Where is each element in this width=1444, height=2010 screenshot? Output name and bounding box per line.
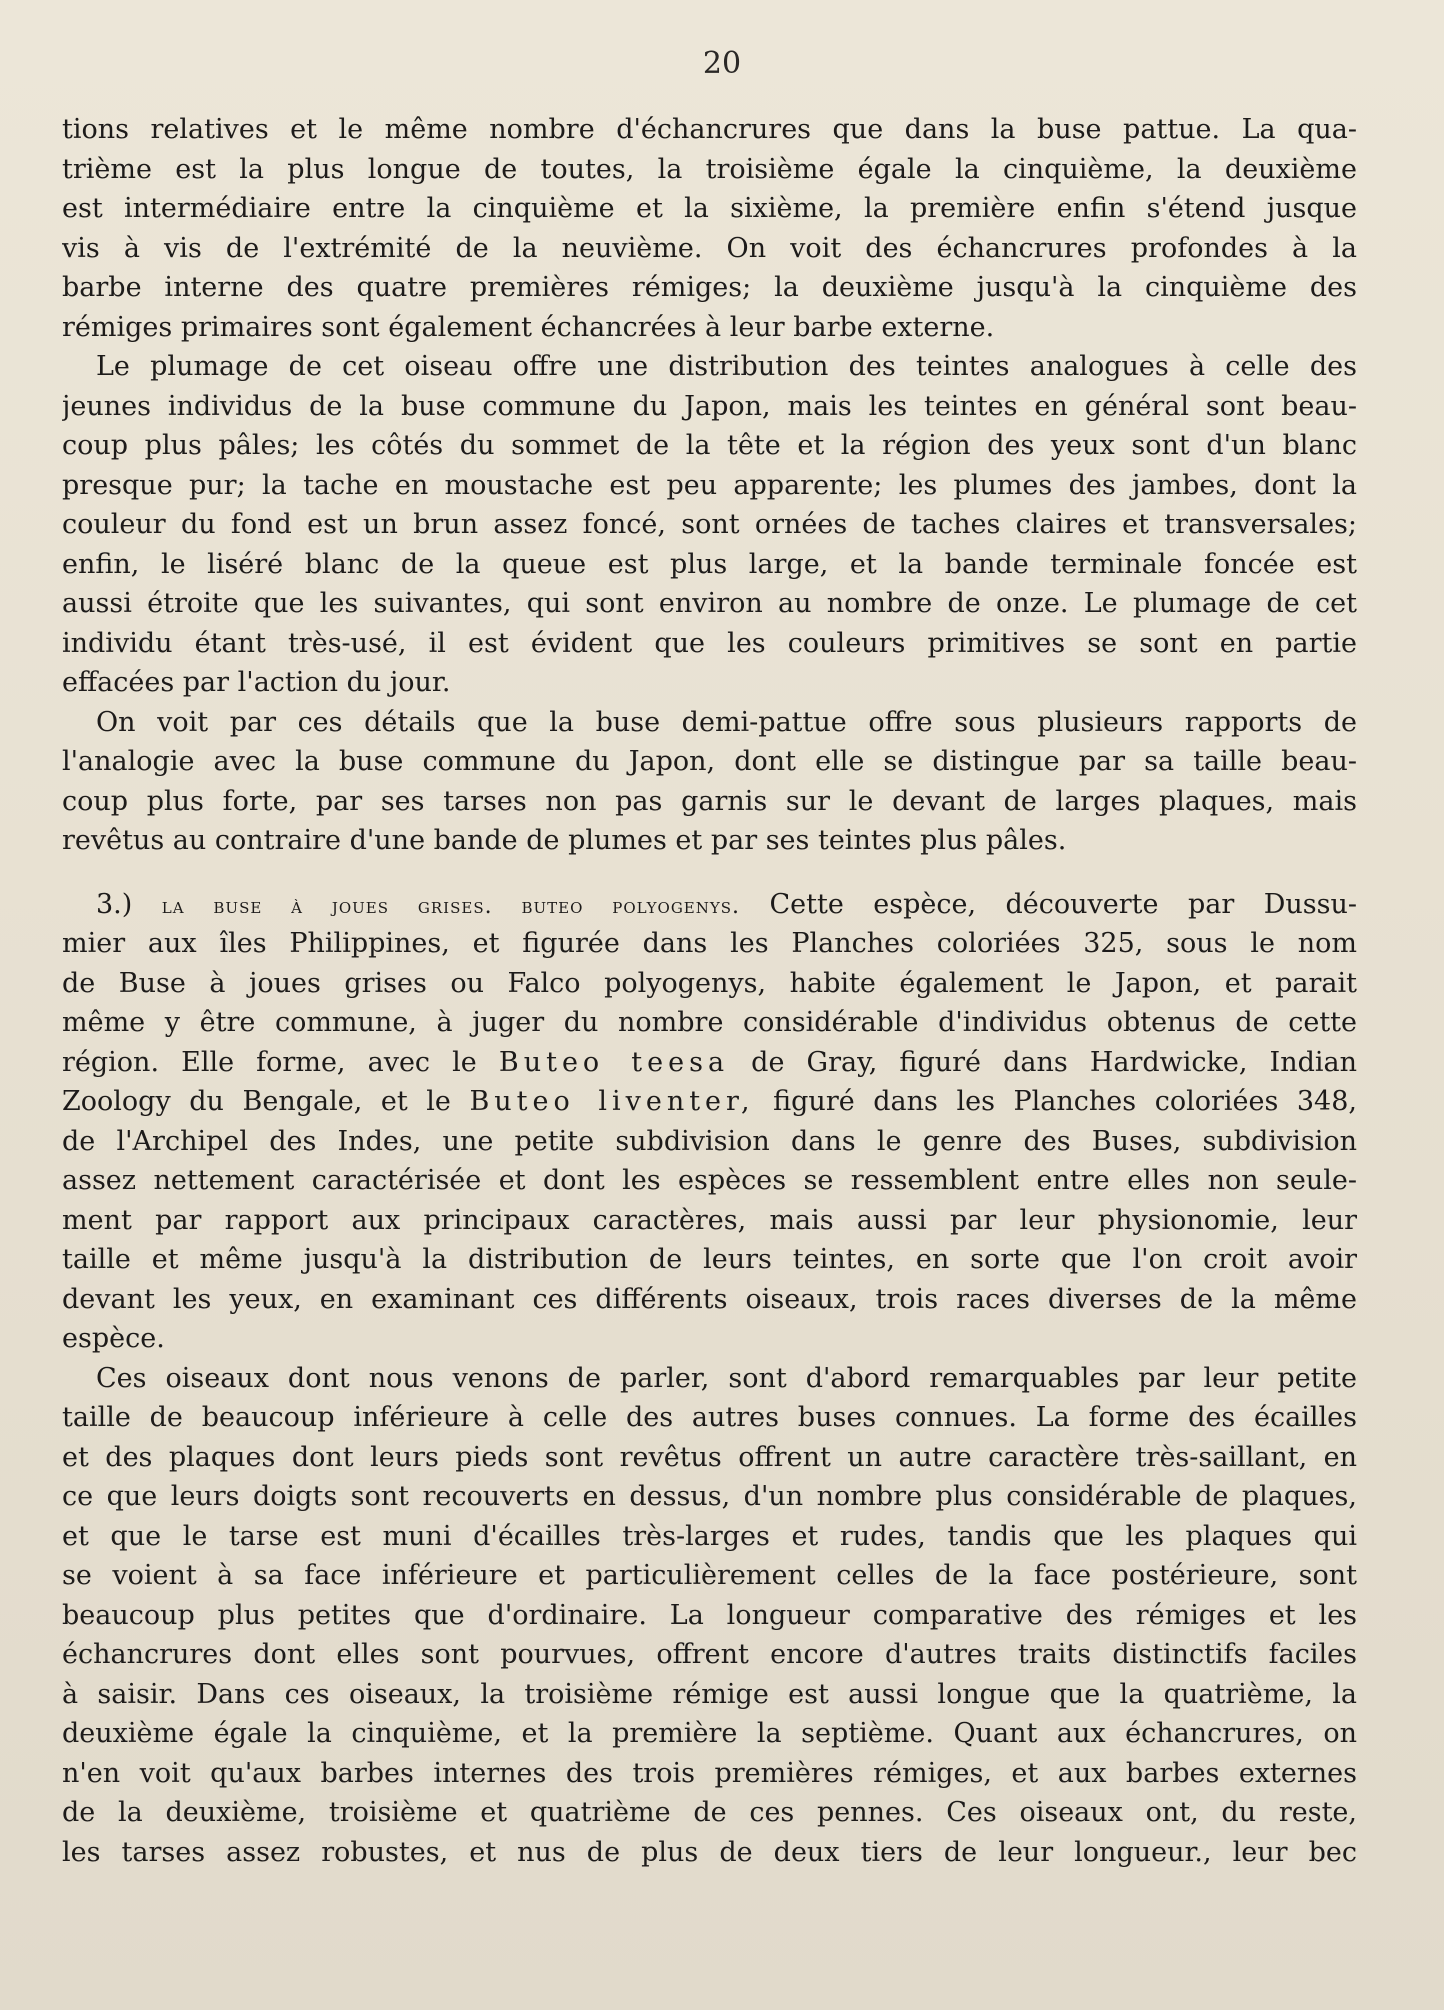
text-segment: Zoology du Bengale, et le <box>62 1086 451 1117</box>
text-line: et des plaques dont leurs pieds sont revêtus offrent un autre caractère très-saillant, en <box>62 1441 1357 1473</box>
body-text <box>62 110 1357 1872</box>
text-line: coup plus pâles; les côtés du sommet de la tête et la région des yeux sont d'un blanc <box>62 430 1357 461</box>
text-line: ce que leurs doigts sont recouverts en dessus, d'un nombre plus considérable de plaques, <box>62 1481 1357 1512</box>
text-line: individu étant très-usé, il est évident que les couleurs primitives se sont en partie <box>62 627 1357 659</box>
text-line: est intermédiaire entre la cinquième et la sixième, la première enfin s'étend jusque <box>62 193 1357 224</box>
paragraph-3 <box>62 703 1357 861</box>
text-segment: région. Elle forme, avec le <box>62 1046 477 1078</box>
text-line: rémiges primaires sont également échancrées à leur barbe externe. <box>62 311 995 343</box>
text-line: de l'Archipel des Indes, une petite subdivision dans le genre des Buses, subdivision <box>62 1125 1357 1157</box>
species-heading: la buse à joues grises. buteo polyogenys. <box>161 893 741 919</box>
text-line: devant les yeux, en examinant ces différents oiseaux, trois races diverses de la même <box>62 1283 1357 1315</box>
text-line: tions relatives et le même nombre d'échancrures que dans la buse pattue. La qua- <box>62 114 1357 145</box>
text-line: et que le tarse est muni d'écailles très-larges et rudes, tandis que les plaques qui <box>62 1520 1357 1552</box>
page-number: 20 <box>702 46 742 81</box>
text-line: On voit par ces détails que la buse demi-pattue offre sous plusieurs rapports de <box>96 706 1357 738</box>
text-line: de la deuxième, troisième et quatrième de ces pennes. Ces oiseaux ont, du reste, <box>62 1797 1357 1828</box>
text-line: beaucoup plus petites que d'ordinaire. La longueur comparative des rémiges et les <box>62 1599 1357 1631</box>
text-line: revêtus au contraire d'une bande de plumes et par ses teintes plus pâles. <box>62 825 1067 856</box>
text-line: barbe interne des quatre premières rémiges; la deuxième jusqu'à la cinquième des <box>62 272 1357 303</box>
text-line: vis à vis de l'extrémité de la neuvième. On voit des échancrures profondes à la <box>62 232 1357 264</box>
text-line: Le plumage de cet oiseau offre une distribution des teintes analogues à celle des <box>96 351 1357 382</box>
text-line: Ces oiseaux dont nous venons de parler, sont d'abord remarquables par leur petite <box>96 1362 1357 1394</box>
heading-continuation: Cette espèce, découverte par Dussu- <box>769 888 1357 920</box>
section-buse-joues-grises <box>62 885 1357 1359</box>
species-name-teesa: Buteo teesa <box>498 1046 730 1078</box>
text-line: n'en voit qu'aux barbes internes des trois premières rémiges, et aux barbes externes <box>62 1757 1357 1789</box>
text-line: espèce. <box>62 1323 165 1354</box>
section-gap <box>62 861 1357 885</box>
text-line <box>62 1082 1357 1122</box>
text-line: échancrures dont elles sont pourvues, offrent encore d'autres traits distinctifs faciles <box>62 1639 1357 1670</box>
text-line: les tarses assez robustes, et nus de plus de deux tiers de leur longueur., leur bec <box>62 1836 1357 1868</box>
text-line: jeunes individus de la buse commune du Japon, mais les teintes en général sont beau- <box>62 390 1357 422</box>
paragraph-5 <box>62 1359 1357 1873</box>
text-line: assez nettement caractérisée et dont les espèces se ressemblent entre elles non seule- <box>62 1165 1357 1196</box>
section-heading-line <box>62 885 1357 925</box>
text-line: couleur du fond est un brun assez foncé, sont ornées de taches claires et transversales; <box>62 509 1357 540</box>
text-line: enfin, le liséré blanc de la queue est plus large, et la bande terminale foncée est <box>62 548 1357 580</box>
text-line: presque pur; la tache en moustache est peu apparente; les plumes des jambes, dont la <box>62 469 1357 501</box>
text-line: l'analogie avec la buse commune du Japon, dont elle se distingue par sa taille beau- <box>62 746 1357 777</box>
text-line: taille et même jusqu'à la distribution de leurs teintes, en sorte que l'on croit avoir <box>62 1244 1357 1275</box>
text-line: effacées par l'action du jour. <box>62 667 451 698</box>
text-line: même y être commune, à juger du nombre considérable d'individus obtenus de cette <box>62 1007 1357 1038</box>
text-line: à saisir. Dans ces oiseaux, la troisième rémige est aussi longue que la quatrième, la <box>62 1678 1357 1710</box>
text-line: se voient à sa face inférieure et particulièrement celles de la face postérieure, sont <box>62 1560 1357 1591</box>
paragraph-1 <box>62 110 1357 347</box>
text-segment: figuré dans les Planches coloriées 348, <box>773 1086 1357 1117</box>
text-segment: de Gray, figuré dans Hardwicke, Indian <box>751 1046 1357 1078</box>
text-line: coup plus forte, par ses tarses non pas garnis sur le devant de larges plaques, mais <box>62 785 1357 817</box>
text-line: taille de beaucoup inférieure à celle des autres buses connues. La forme des écailles <box>62 1402 1357 1433</box>
text-line: mier aux îles Philippines, et figurée dans les Planches coloriées 325, sous le nom <box>62 928 1357 959</box>
species-name-liventer: Buteo liventer, <box>469 1086 755 1117</box>
text-line: trième est la plus longue de toutes, la troisième égale la cinquième, la deuxième <box>62 153 1357 185</box>
text-line: de Buse à joues grises ou Falco polyogenys, habite également le Japon, et parait <box>62 967 1357 999</box>
text-line: deuxième égale la cinquième, et la première la septième. Quant aux échancrures, on <box>62 1718 1357 1749</box>
text-line: ment par rapport aux principaux caractères, mais aussi par leur physionomie, leur <box>62 1204 1357 1236</box>
text-line: aussi étroite que les suivantes, qui sont environ au nombre de onze. Le plumage de cet <box>62 588 1357 619</box>
paragraph-2 <box>62 347 1357 703</box>
text-line <box>62 1043 1357 1083</box>
section-number: 3.) <box>96 888 133 920</box>
